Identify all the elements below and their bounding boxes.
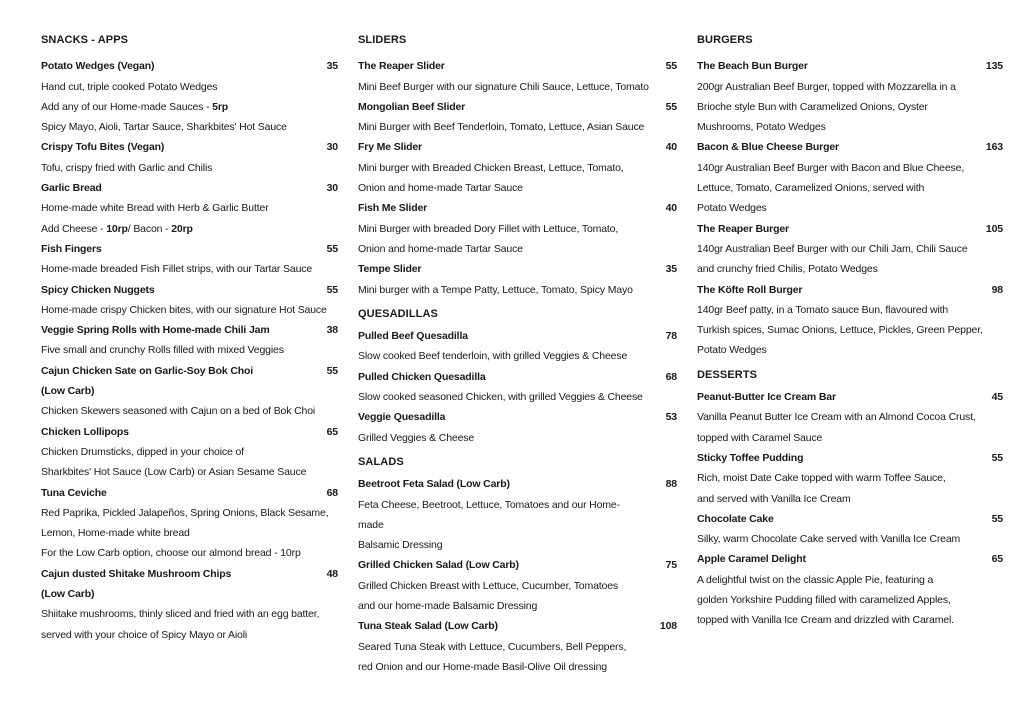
- item-name: (Low Carb): [41, 588, 95, 601]
- item-description: Grilled Veggies & Cheese: [358, 431, 475, 444]
- description-text: Add any of our Home-made Sauces -: [41, 100, 213, 113]
- item-description: Turkish spices, Sumac Onions, Lettuce, Pickles, Green Pepper,: [697, 324, 983, 337]
- item-description: Chicken Skewers seasoned with Cajun on a bed of Bok Choi: [41, 405, 316, 418]
- item-name: Fish Fingers: [41, 242, 102, 255]
- item-description: Mini burger with Breaded Chicken Breast, Lettuce, Tomato,: [358, 161, 624, 174]
- item-name: Pulled Beef Quesadilla: [358, 330, 468, 343]
- item-description: Lemon, Home-made white bread: [41, 527, 190, 540]
- item-name: Grilled Chicken Salad (Low Carb): [358, 559, 519, 572]
- item-description: Home-made white Bread with Herb & Garlic Butter: [41, 202, 269, 215]
- item-name: Fish Me Slider: [358, 202, 428, 215]
- menu-section: [697, 365, 1003, 631]
- item-description: Mini burger with a Tempe Patty, Lettuce, Tomato, Spicy Mayo: [358, 283, 633, 296]
- item-price: 35: [326, 60, 338, 73]
- price-addon: 5rp: [212, 100, 229, 113]
- item-name: Beetroot Feta Salad (Low Carb): [358, 478, 510, 491]
- item-description: For the Low Carb option, choose our almond bread - 10rp: [41, 547, 301, 560]
- item-name: Crispy Tofu Bites (Vegan): [41, 141, 165, 154]
- menu-item: [358, 97, 677, 138]
- item-name: Chicken Lollipops: [41, 425, 129, 438]
- menu-column-left: [41, 30, 338, 645]
- item-description: Shiitake mushrooms, thinly sliced and fried with an egg batter,: [41, 608, 320, 621]
- item-description: [41, 97, 338, 117]
- item-name: Sticky Toffee Pudding: [697, 451, 804, 464]
- item-description: made: [358, 518, 384, 531]
- item-price: 65: [991, 553, 1003, 566]
- item-description: and our home-made Balsamic Dressing: [358, 600, 538, 613]
- item-price: 55: [991, 451, 1003, 464]
- item-price: 105: [985, 222, 1003, 235]
- menu-item: [697, 137, 1003, 218]
- item-description: Balsamic Dressing: [358, 539, 443, 552]
- item-name: Fry Me Slider: [358, 141, 422, 154]
- item-description: Silky, warm Chocolate Cake served with Vanilla Ice Cream: [697, 533, 961, 546]
- item-name: Garlic Bread: [41, 182, 102, 195]
- item-price: 78: [665, 330, 677, 343]
- menu-section: [358, 452, 677, 677]
- item-description: Mini Burger with Beef Tenderloin, Tomato, Lettuce, Asian Sauce: [358, 121, 645, 134]
- item-description: and crunchy fried Chilis, Potato Wedges: [697, 263, 878, 276]
- menu-column-middle: [358, 30, 677, 677]
- item-name: Mongolian Beef Slider: [358, 100, 466, 113]
- item-name: Pulled Chicken Quesadilla: [358, 370, 486, 383]
- item-name: (Low Carb): [41, 385, 95, 398]
- menu-section: [697, 30, 1003, 361]
- item-name: Cajun dusted Shitake Mushroom Chips: [41, 567, 232, 580]
- section-heading: QUESADILLAS: [358, 307, 438, 320]
- item-description: Red Paprika, Pickled Jalapeños, Spring Onions, Black Sesame,: [41, 506, 329, 519]
- item-description: A delightful twist on the classic Apple Pie, featuring a: [697, 573, 934, 586]
- menu-section: [41, 30, 338, 645]
- menu-item: [697, 219, 1003, 280]
- item-description: Slow cooked Beef tenderloin, with grilled Veggies & Cheese: [358, 350, 628, 363]
- item-description: Vanilla Peanut Butter Ice Cream with an Almond Cocoa Crust,: [697, 411, 976, 424]
- section-heading: SLIDERS: [358, 34, 407, 46]
- item-price: 40: [665, 202, 677, 215]
- menu-section: [358, 30, 677, 300]
- item-price: 53: [665, 411, 677, 424]
- item-description: Rich, moist Date Cake topped with warm Toffee Sauce,: [697, 472, 946, 485]
- description-text: / Bacon -: [127, 222, 172, 235]
- item-name: Spicy Chicken Nuggets: [41, 283, 155, 296]
- item-description: Home-made breaded Fish Fillet strips, with our Tartar Sauce: [41, 263, 313, 276]
- item-price: 55: [991, 512, 1003, 525]
- item-description: Grilled Chicken Breast with Lettuce, Cucumber, Tomatoes: [358, 579, 619, 592]
- price-addon: 20rp: [171, 222, 193, 235]
- item-description: Brioche style Bun with Caramelized Onions, Oyster: [697, 100, 928, 113]
- item-description: topped with Vanilla Ice Cream and drizzled with Caramel.: [697, 614, 954, 627]
- item-price: 88: [665, 478, 677, 491]
- item-description: [41, 219, 338, 239]
- item-name: The Köfte Roll Burger: [697, 283, 803, 296]
- item-name: Tuna Ceviche: [41, 486, 107, 499]
- item-description: Chicken Drumsticks, dipped in your choice of: [41, 445, 244, 458]
- item-name: The Reaper Burger: [697, 222, 789, 235]
- item-name: Veggie Spring Rolls with Home-made Chili Jam: [41, 324, 270, 337]
- menu-item: [41, 280, 338, 321]
- item-price: 55: [665, 100, 677, 113]
- menu-item: [41, 361, 338, 422]
- menu-item: [697, 509, 1003, 550]
- item-name: Chocolate Cake: [697, 512, 774, 525]
- item-description: golden Yorkshire Pudding filled with caramelized Apples,: [697, 594, 951, 607]
- item-name: Tempe Slider: [358, 263, 422, 276]
- menu-item: [697, 549, 1003, 630]
- item-price: 30: [326, 182, 338, 195]
- item-description: Mini Beef Burger with our signature Chili Sauce, Lettuce, Tomato: [358, 80, 649, 93]
- menu-item: [697, 280, 1003, 361]
- menu-item: [358, 198, 677, 259]
- menu-item: [358, 56, 677, 97]
- item-description: Seared Tuna Steak with Lettuce, Cucumbers, Bell Peppers,: [358, 640, 627, 653]
- item-price: 55: [326, 283, 338, 296]
- section-heading: DESSERTS: [697, 368, 758, 381]
- item-description: Onion and home-made Tartar Sauce: [358, 182, 523, 195]
- menu-item: [697, 56, 1003, 137]
- item-price: 55: [665, 60, 677, 73]
- item-description: Mushrooms, Potato Wedges: [697, 121, 826, 134]
- item-description: Lettuce, Tomato, Caramelized Onions, served with: [697, 182, 925, 195]
- menu-item: [358, 407, 677, 448]
- section-heading: SNACKS - APPS: [41, 34, 129, 46]
- menu-item: [41, 564, 338, 645]
- menu-item: [41, 178, 338, 239]
- menu-item: [41, 422, 338, 483]
- item-name: Peanut-Butter Ice Cream Bar: [697, 391, 836, 404]
- item-name: Tuna Steak Salad (Low Carb): [358, 620, 498, 633]
- item-price: 35: [665, 263, 677, 276]
- menu-item: [358, 555, 677, 616]
- menu-column-right: [697, 30, 1003, 631]
- item-description: Hand cut, triple cooked Potato Wedges: [41, 80, 218, 93]
- item-description: Potato Wedges: [697, 202, 767, 215]
- item-description: red Onion and our Home-made Basil-Olive Oil dressing: [358, 660, 607, 673]
- item-description: Tofu, crispy fried with Garlic and Chilis: [41, 161, 213, 174]
- section-heading: SALADS: [358, 455, 404, 468]
- item-price: 68: [326, 486, 338, 499]
- menu-item: [41, 483, 338, 564]
- menu-item: [358, 137, 677, 198]
- item-description: 200gr Australian Beef Burger, topped with Mozzarella in a: [697, 80, 956, 93]
- menu-item: [358, 367, 677, 408]
- menu-item: [358, 616, 677, 677]
- item-description: Feta Cheese, Beetroot, Lettuce, Tomatoes and our Home-: [358, 498, 620, 511]
- menu-item: [41, 137, 338, 178]
- item-description: Potato Wedges: [697, 344, 767, 357]
- menu-item: [358, 474, 677, 555]
- menu-item: [41, 320, 338, 361]
- item-price: 108: [659, 620, 677, 633]
- item-description: Onion and home-made Tartar Sauce: [358, 242, 523, 255]
- description-text: Add Cheese -: [41, 222, 107, 235]
- item-price: 135: [985, 60, 1003, 73]
- item-price: 55: [326, 364, 338, 377]
- item-description: Home-made crispy Chicken bites, with our signature Hot Sauce: [41, 303, 327, 316]
- item-price: 40: [665, 141, 677, 154]
- item-price: 55: [326, 242, 338, 255]
- item-name: Cajun Chicken Sate on Garlic-Soy Bok Choi: [41, 364, 254, 377]
- item-name: The Beach Bun Burger: [697, 60, 808, 73]
- menu-section: [358, 304, 677, 448]
- item-name: The Reaper Slider: [358, 60, 445, 73]
- item-price: 30: [326, 141, 338, 154]
- menu-item: [41, 239, 338, 280]
- item-name: Veggie Quesadilla: [358, 411, 446, 424]
- item-name: Potato Wedges (Vegan): [41, 60, 155, 73]
- item-description: and served with Vanilla Ice Cream: [697, 492, 851, 505]
- item-price: 38: [326, 324, 338, 337]
- item-name: Bacon & Blue Cheese Burger: [697, 141, 839, 154]
- item-description: Mini Burger with breaded Dory Fillet with Lettuce, Tomato,: [358, 222, 619, 235]
- item-description: served with your choice of Spicy Mayo or Aioli: [41, 628, 248, 641]
- item-description: 140gr Beef patty, in a Tomato sauce Bun, flavoured with: [697, 303, 949, 316]
- menu-item: [697, 387, 1003, 448]
- item-price: 98: [991, 283, 1003, 296]
- item-description: Five small and crunchy Rolls filled with mixed Veggies: [41, 344, 284, 357]
- item-price: 75: [665, 559, 677, 572]
- item-description: Slow cooked seasoned Chicken, with grilled Veggies & Cheese: [358, 391, 643, 404]
- item-price: 65: [326, 425, 338, 438]
- menu-item: [358, 259, 677, 300]
- item-price: 68: [665, 370, 677, 383]
- menu-item: [41, 56, 338, 137]
- item-price: 48: [326, 567, 338, 580]
- item-description: Sharkbites' Hot Sauce (Low Carb) or Asian Sesame Sauce: [41, 466, 307, 479]
- item-description: 140gr Australian Beef Burger with Bacon and Blue Cheese,: [697, 161, 965, 174]
- item-name: Apple Caramel Delight: [697, 553, 806, 566]
- item-price: 163: [985, 141, 1003, 154]
- item-price: 45: [991, 391, 1003, 404]
- menu-item: [697, 448, 1003, 509]
- item-description: Spicy Mayo, Aioli, Tartar Sauce, Sharkbites' Hot Sauce: [41, 121, 287, 134]
- price-addon: 10rp: [106, 222, 128, 235]
- menu-item: [358, 326, 677, 367]
- item-description: 140gr Australian Beef Burger with our Chili Jam, Chili Sauce: [697, 242, 968, 255]
- section-heading: BURGERS: [697, 34, 753, 46]
- item-description: topped with Caramel Sauce: [697, 431, 823, 444]
